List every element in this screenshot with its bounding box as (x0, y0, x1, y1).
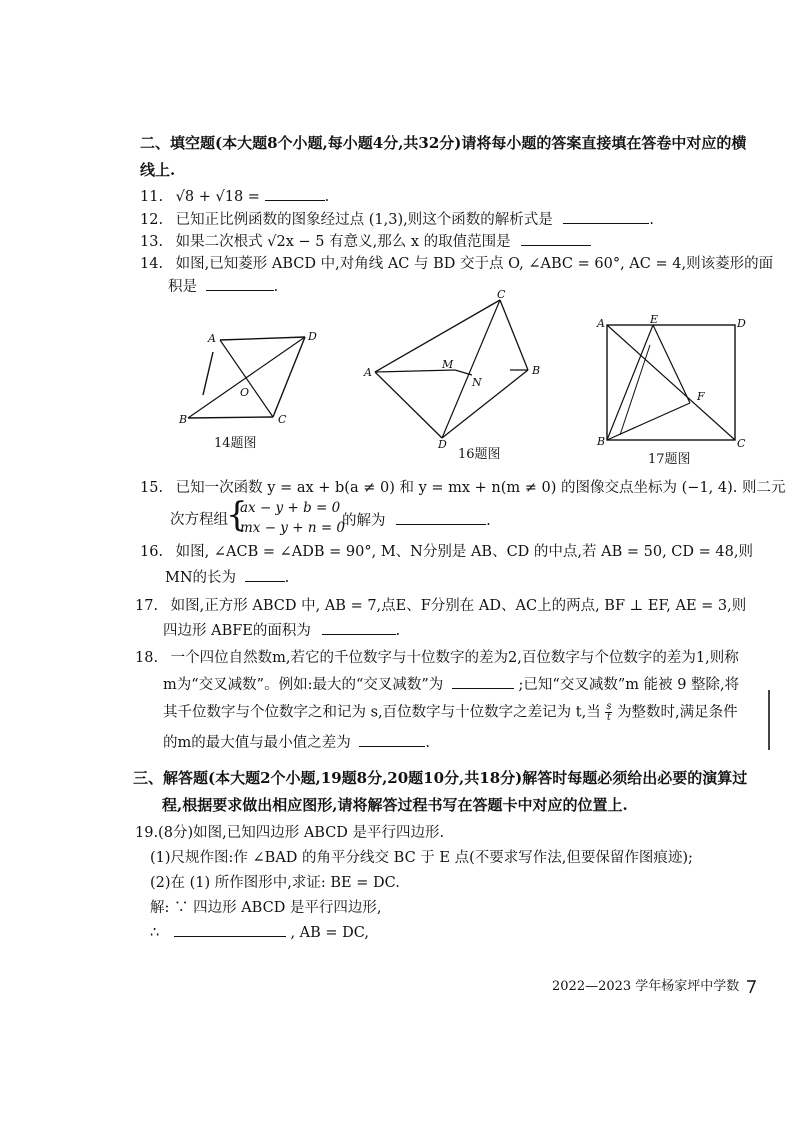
answer-blank[interactable] (174, 922, 286, 937)
page-footer: 2022—2023 学年杨家坪中学数 (552, 979, 740, 994)
edge-dc (273, 337, 305, 417)
figure-14-caption: 14题图 (214, 436, 257, 451)
question-18-line1 (135, 648, 739, 668)
question-13 (140, 231, 591, 252)
label-c: C (278, 413, 287, 426)
question-19-part2: (2)在 (1) 所作图形中,求证: BE = DC. (150, 875, 400, 891)
scan-edge-mark (768, 690, 770, 750)
question-text: 的m的最大值与最小值之差为 (163, 735, 351, 751)
edge-bd (442, 370, 528, 438)
question-number: 13. (140, 234, 164, 250)
question-16-line1 (140, 542, 753, 562)
question-16-line2: MN的长为 . (165, 567, 289, 588)
label-c: C (497, 290, 506, 301)
figure-14-rhombus (175, 320, 325, 430)
folio-mark-icon (745, 979, 757, 995)
question-number: 15. (140, 480, 164, 496)
figure-17-square (595, 315, 750, 450)
question-19-title: 19.(8分)如图,已知四边形 ABCD 是平行四边形. (135, 825, 445, 841)
label-f: F (697, 390, 705, 403)
solution-text: , AB = DC, (290, 925, 369, 941)
question-18-line2 (163, 674, 739, 695)
question-11: 11. √8 + √18 = . (140, 186, 329, 207)
question-15-line2-pre: 次方程组 (170, 512, 228, 528)
question-number: 12. (140, 212, 164, 228)
question-18-line4: 的m的最大值与最小值之差为 . (163, 732, 430, 753)
system-equation-1: ax − y + b = 0 (240, 500, 341, 516)
fraction-denominator: t (606, 712, 611, 723)
label-c: C (737, 437, 746, 450)
system-equation-2: mx − y + n = 0 (240, 520, 346, 536)
question-17-line2: 四边形 ABFE的面积为 . (163, 620, 400, 641)
question-19-part1: (1)尺规作图:作 ∠BAD 的角平分线交 BC 于 E 点(不要求写作法,但要保留作图痕迹); (150, 850, 693, 866)
fraction-numerator: s (606, 701, 612, 712)
question-text: MN的长为 (165, 570, 237, 586)
question-text: √8 + √18 = (175, 189, 265, 205)
question-text: 四边形 ABFE的面积为 (163, 623, 311, 639)
question-number: 16. (140, 544, 164, 560)
question-number: 11. (140, 189, 164, 205)
question-number: 18. (135, 650, 159, 666)
section3-header-line1: 三、解答题(本大题2个小题,19题8分,20题10分,共18分)解答时每题必须给出必要的演算过 (133, 769, 748, 787)
answer-blank-2[interactable] (359, 732, 425, 747)
label-d: D (438, 438, 447, 450)
question-17-line1 (135, 596, 746, 616)
question-text: ;已知“交叉减数”m 能被 9 整除,将 (518, 677, 740, 693)
system-brace: { (226, 495, 248, 535)
label-b: B (597, 435, 606, 448)
label-a: A (364, 366, 372, 379)
answer-blank[interactable] (563, 209, 649, 224)
question-text: 积是 (168, 279, 197, 295)
figure-17-caption: 17题图 (648, 452, 691, 467)
edge-ad (375, 372, 442, 438)
question-text: 的解为 (342, 513, 386, 529)
segment-ef (653, 325, 690, 403)
question-19-solution-line2 (150, 922, 369, 943)
question-number: 14. (140, 256, 164, 272)
answer-blank[interactable] (245, 567, 285, 582)
label-o: O (240, 386, 250, 399)
edge-ca (375, 300, 500, 372)
label-b: B (532, 364, 541, 377)
therefore-symbol: ∴ (150, 925, 160, 941)
answer-blank[interactable] (396, 510, 486, 525)
edge-cb (188, 417, 273, 418)
answer-blank-1[interactable] (452, 674, 514, 689)
question-15-line2-post: 的解为 . (342, 510, 491, 531)
label-b: B (179, 413, 188, 426)
question-text: m为“交叉减数”。例如:最大的“交叉减数”为 (163, 677, 444, 693)
label-d: D (737, 317, 746, 330)
question-text: 如图, ∠ACB = ∠ADB = 90°, M、N分别是 AB、CD 的中点,若 AB = 50, CD = 48,则 (175, 544, 753, 560)
diagonal-ac (607, 325, 735, 440)
figure-16-caption: 16题图 (458, 447, 501, 462)
answer-blank[interactable] (322, 620, 396, 635)
label-a: A (597, 317, 605, 330)
answer-blank[interactable] (206, 276, 274, 291)
section3-header-line2: 程,根据要求做出相应图形,请将解答过程书写在答题卡中对应的位置上. (162, 796, 628, 814)
question-12: 12. 已知正比例函数的图象经过点 (1,3),则这个函数的解析式是 . (140, 209, 654, 230)
edge-ab (203, 352, 213, 395)
question-text: 如果二次根式 √2x − 5 有意义,那么 x 的取值范围是 (175, 234, 511, 250)
edge-cb (500, 300, 528, 370)
question-19-solution-line1: 解: ∵ 四边形 ABCD 是平行四边形, (150, 900, 382, 916)
label-e: E (650, 315, 659, 326)
edge-ad (220, 337, 305, 340)
question-text: 已知正比例函数的图象经过点 (1,3),则这个函数的解析式是 (175, 212, 553, 228)
diagonal-ac (220, 340, 273, 417)
label-m: M (442, 358, 454, 371)
figure-16-quadrilateral (360, 290, 550, 450)
question-14-line2: 积是 . (168, 276, 278, 297)
label-a: A (208, 332, 216, 345)
question-text: 其千位数字与个位数字之和记为 s,百位数字与十位数字之差记为 t,当 (163, 704, 601, 721)
section2-header-line1: 二、填空题(本大题8个小题,每小题4分,共32分)请将每小题的答案直接填在答卷中对应的横 (140, 134, 747, 152)
section2-header-line2: 线上. (140, 161, 176, 179)
question-18-line3 (163, 702, 738, 723)
question-14-line1 (140, 254, 773, 274)
question-text: 如图,正方形 ABCD 中, AB = 7,点E、F分别在 AD、AC上的两点, BF ⊥ EF, AE = 3,则 (170, 598, 747, 614)
answer-blank[interactable] (265, 186, 325, 201)
fraction-s-over-t (605, 702, 612, 723)
answer-blank[interactable] (521, 231, 591, 246)
question-text: 已知一次函数 y = ax + b(a ≠ 0) 和 y = mx + n(m ≠ 0) 的图像交点坐标为 (−1, 4). 则二元 (175, 480, 786, 496)
question-text: 如图,已知菱形 ABCD 中,对角线 AC 与 BD 交于点 O, ∠ABC = 60°, AC = 4,则该菱形的面 (175, 256, 774, 272)
question-number: 17. (135, 598, 159, 614)
question-text: 为整数时,满足条件 (617, 704, 738, 721)
question-text: 一个四位自然数m,若它的千位数字与十位数字的差为2,百位数字与个位数字的差为1,则称 (170, 650, 739, 666)
label-d: D (308, 330, 317, 343)
label-n: N (472, 376, 482, 389)
construction-line (620, 345, 650, 435)
